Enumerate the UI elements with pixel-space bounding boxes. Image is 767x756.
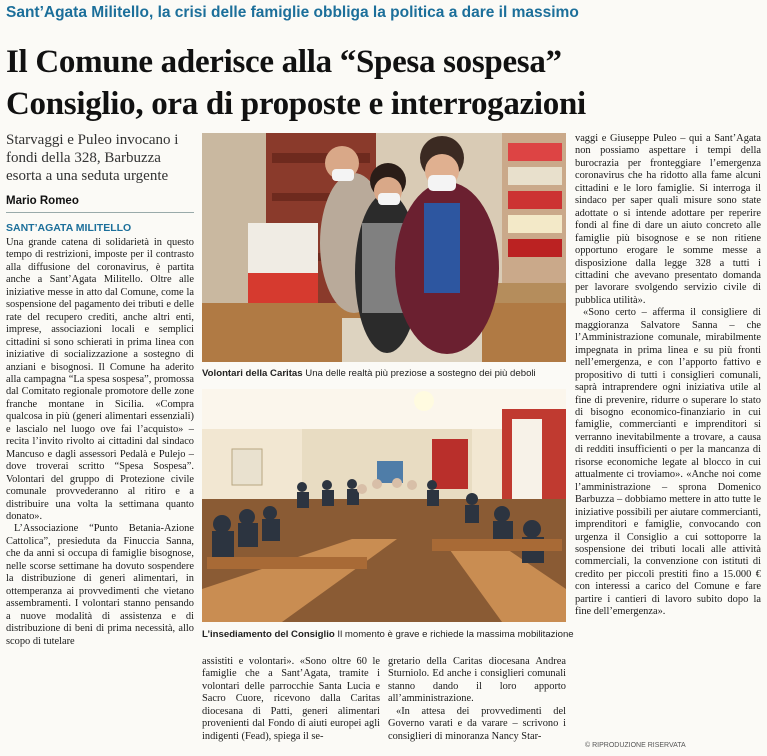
column-2 xyxy=(202,656,380,756)
byline: Mario Romeo xyxy=(6,195,79,207)
paragraph: gretario della Caritas diocesana Andrea Sturniolo. Ed anche i consiglieri comunali stanno dando il loro apporto all’amministrazione. xyxy=(388,656,566,705)
copyright-notice: © RIPRODUZIONE RISERVATA xyxy=(585,742,686,749)
kicker: Sant’Agata Militello, la crisi delle famiglie obbliga la politica a dare il massimo xyxy=(6,4,579,21)
caritas-volunteers-photo xyxy=(202,133,566,362)
paragraph: «In attesa dei provvedimenti del Governo varati e da varare – scrivono i consiglieri di minoranza Nancy Star- xyxy=(388,705,566,742)
caption-text: Il momento è grave e richiede la massima mobilitazione xyxy=(334,629,574,640)
paragraph: «Sono certo – afferma il consigliere di maggioranza Salvatore Sanna – che l’Amministrazione comunale, mirabilmente impegnata in prima linea e su più fronti nell’emergenza, e con l’apporto fattivo e propositivo di tutti i consiglieri comunali, saprà intraprendere ogni iniziativa utile al fine di prevenire, ridurre o superare lo stato di bisogno economico-finanziario in cui famiglie, commercianti e imprenditori si verranno inevitabilmente a trovare, a causa di redditi insufficienti o per la mancanza di risorse economiche legate al blocco in cui attualmente ci troviamo». «Anche noi come l’amministrazione – sprona Domenico Barbuzza – dobbiamo mettere in atto tutte le iniziative possibili per aiutare commercianti, imprenditori e famiglie, convocando con urgenza il Consiglio a cui sottoporre la sospensione dei tributi locali alle attività commerciali, la convenzione con istituti di credito per piccoli prestiti fino a 15.000 € con interessi a carico del Comune e fare partire i cantieri di lavoro subito dopo la fine dell’emergenza». xyxy=(575,307,761,618)
caption-text: Una delle realtà più preziose a sostegno dei più deboli xyxy=(302,368,536,379)
paragraph: Una grande catena di solidarietà in questo tempo di restrizioni, imposte per il contrasto alla diffusione del coronavirus, è partita anche a Sant’Agata Militello. Oltre alle iniziative messe in atto dal Comune, come la sospensione del pagamento dei tributi e delle rate del recupero crediti, anche altri enti, imprese, associazioni locali e semplici cittadini si sono schierati in prima linea con iniziative di socializzazione a sostegno di anziani e bisognosi. Il Comune ha aderito alla campagna “La spesa sospesa”, promossa dal Comitato regionale promotore delle zone franche montane in Sicilia. «Compra qualcosa in più (generi alimentari essenziali) e lascialo nel luogo ove fai l’acquisto» – recita l’invito rivolto ai cittadini dal sindaco Mancuso e dagli assessori Pedalà e Pulejo – dove troverai scritto “Spesa Sospesa”. Volontari del gruppo di Protezione civile comunale provvederanno al ritiro e a distribuire una volta la settimana quanto donato». xyxy=(6,237,194,522)
caption-title: Volontari della Caritas xyxy=(202,368,303,379)
council-photo-caption xyxy=(202,629,574,641)
caritas-photo-illustration xyxy=(202,133,566,362)
headline-line-2: Consiglio, ora di proposte e interrogazioni xyxy=(6,86,586,122)
council-photo-illustration xyxy=(202,389,566,622)
column-4 xyxy=(575,133,761,741)
paragraph: assistiti e volontari». «Sono oltre 60 le famiglie che a Sant’Agata, tramite i volontari delle parrocchie Santa Lucia e Sacro Cuore, ricevono dalla Caritas diocesana di Patti, generi alimentari provenienti dal Fondo di aiuti europei agli indigenti (Fead), spiega il se- xyxy=(202,656,380,742)
caritas-photo-caption xyxy=(202,368,536,380)
caption-title: L’insediamento del Consiglio xyxy=(202,629,335,640)
summary: Starvaggi e Puleo invocano i fondi della 328, Barbuzza esorta a una seduta urgente xyxy=(6,132,179,184)
column-3 xyxy=(388,656,566,756)
column-1 xyxy=(6,237,194,747)
headline-line-1: Il Comune aderisce alla “Spesa sospesa” xyxy=(6,44,562,80)
dateline: SANT’AGATA MILITELLO xyxy=(6,222,132,234)
divider xyxy=(6,212,194,213)
paragraph: vaggi e Giuseppe Puleo – qui a Sant’Agata non possiamo aspettare i tempi della burocrazia per fronteggiare l’emergenza coronavirus che ha ridotto alla fame alcuni cittadini e le loro famiglie. Si interroga il sindaco per saper quali misure sono state adottate o si intende adottare per reperire fondi al fine di dare un aiuto concreto alle famiglie più bisognose e se non ritiene opportuno erogare le somme messe a disposizione dalla legge 328 a tutti i cittadini che avevano presentato domanda per lavorare svolgendo servizio civile di pubblica utilità». xyxy=(575,133,761,306)
paragraph: L’Associazione “Punto Betania-Azione Cattolica”, presieduta da Finuccia Sanna, che da anni si occupa di famiglie bisognose, nelle scorse settimane ha dovuto sospendere la distribuzione di generi alimentari, in ottemperanza ai provvedimenti che vietano assembramenti. I volontari stanno pensando a nuove modalità di assistenza e di distribuzione di beni di prima necessità, allo scopo di tutelare xyxy=(6,523,194,647)
council-meeting-photo xyxy=(202,389,566,622)
